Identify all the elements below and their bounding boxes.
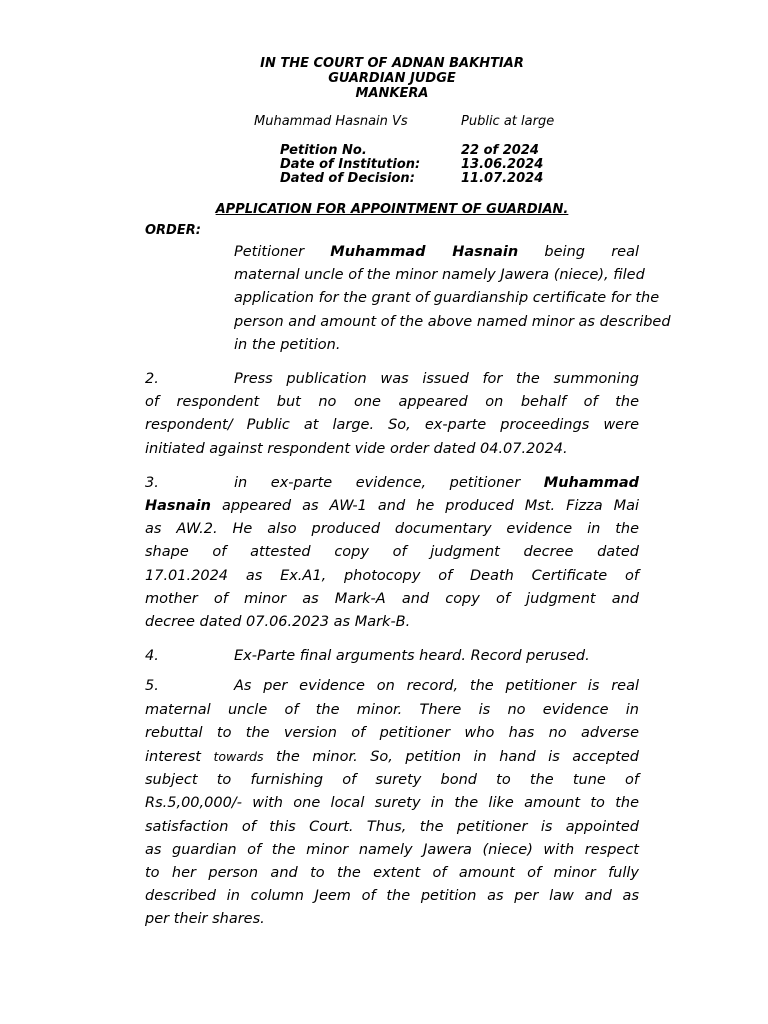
- case-parties: [145, 114, 639, 129]
- paragraph-2: [145, 368, 639, 461]
- institution-date-value: 13.06.2024: [461, 157, 544, 172]
- para5-line2: maternal uncle of the minor. There is no evidence in: [145, 701, 639, 718]
- decision-date-label: Dated of Decision:: [280, 171, 415, 186]
- para3-line6: mother of minor as Mark-A and copy of judgment and: [145, 590, 639, 607]
- para5-line10: described in column Jeem of the petition as per law and as: [145, 888, 639, 905]
- para5-line3: rebuttal to the version of petitioner who has no adverse: [145, 724, 639, 741]
- court-heading: [145, 56, 639, 101]
- para3-line1a: in ex-parte evidence, petitioner: [234, 474, 521, 491]
- institution-date-label: Date of Institution:: [280, 157, 421, 172]
- para3-line5: 17.01.2024 as Ex.A1, photocopy of Death Certificate of: [145, 567, 639, 584]
- paragraph-3: [145, 472, 639, 634]
- order-page: [145, 56, 671, 932]
- para5-number: 5.: [145, 678, 159, 695]
- para5-line5: subject to furnishing of surety bond to the tune of: [145, 772, 639, 789]
- para1-line2: maternal uncle of the minor namely Jawera (niece), filed: [234, 267, 645, 284]
- paragraph-5: [145, 675, 639, 931]
- para4-number: 4.: [145, 648, 159, 665]
- para5-line4c: the minor. So, petition in hand is accepted: [275, 749, 640, 766]
- para2-line1: Press publication was issued for the summoning: [234, 371, 639, 388]
- paragraph-1: [145, 241, 671, 357]
- para4-text: Ex-Parte final arguments heard. Record perused.: [234, 648, 590, 665]
- para3-line7: decree dated 07.06.2023 as Mark-B.: [145, 614, 411, 631]
- para1-line3: application for the grant of guardianship certificate for the: [234, 290, 660, 307]
- judge-title: GUARDIAN JUDGE: [328, 71, 456, 86]
- para5-line1: As per evidence on record, the petitioner is real: [234, 678, 639, 695]
- para1-line4: person and amount of the above named minor as described: [234, 313, 671, 330]
- order-label: ORDER:: [145, 223, 201, 238]
- petitioner-name: Muhammad Hasnain Vs: [254, 114, 408, 129]
- para5-line4a: interest: [145, 749, 201, 766]
- petition-no-label: Petition No.: [280, 143, 367, 158]
- para5-line6: Rs.5,00,000/- with one local surety in the like amount to the: [145, 795, 639, 812]
- para2-line3: respondent/ Public at large. So, ex-parte proceedings were: [145, 417, 639, 434]
- para5-line8: as guardian of the minor namely Jawera (niece) with respect: [145, 841, 639, 858]
- para1-lead: Petitioner: [234, 244, 305, 260]
- para2-line4: initiated against respondent vide order dated 04.07.2024.: [145, 440, 568, 457]
- para3-number: 3.: [145, 474, 159, 491]
- para3-name-part1: Muhammad: [543, 474, 640, 491]
- court-location: MANKERA: [355, 86, 429, 101]
- para2-number: 2.: [145, 371, 159, 388]
- para2-line2: of respondent but no one appeared on behalf of the: [145, 394, 639, 411]
- para5-line11: per their shares.: [145, 911, 265, 928]
- para5-line9: to her person and to the extent of amount of minor fully: [145, 865, 639, 882]
- case-meta: [145, 144, 639, 186]
- para3-line2b: appeared as AW-1 and he produced Mst. Fizza Mai: [221, 498, 640, 515]
- para5-line4b: towards: [213, 749, 264, 765]
- petitioner-name-bold: Muhammad Hasnain: [330, 244, 519, 260]
- para3-line3: as AW.2. He also produced documentary evidence in the: [145, 521, 639, 538]
- decision-date-value: 11.07.2024: [461, 171, 544, 186]
- application-title: APPLICATION FOR APPOINTMENT OF GUARDIAN.: [215, 202, 569, 217]
- court-name: IN THE COURT OF ADNAN BAKHTIAR: [260, 56, 524, 71]
- para3-line4: shape of attested copy of judgment decree dated: [145, 544, 639, 561]
- petition-no-value: 22 of 2024: [461, 143, 539, 158]
- para5-line7: satisfaction of this Court. Thus, the petitioner is appointed: [145, 818, 639, 835]
- para1-rest: being real: [544, 244, 640, 260]
- para1-line5: in the petition.: [234, 336, 341, 353]
- paragraph-4: [145, 645, 639, 668]
- para3-name-part2: Hasnain: [145, 498, 211, 515]
- respondent-name: Public at large: [461, 114, 555, 129]
